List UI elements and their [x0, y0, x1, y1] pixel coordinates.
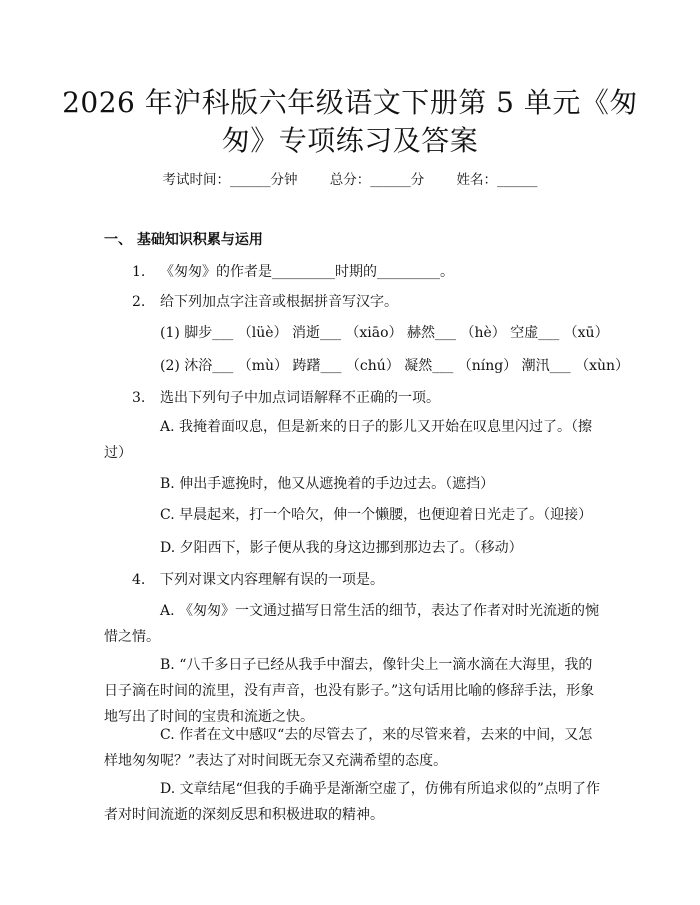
- total-score: 总分：______分: [329, 172, 425, 188]
- question-3-option-c: C. 早晨起来，打一个哈欠，伸一个懒腰，也便迎着日光走了。（迎接）: [160, 507, 593, 523]
- question-1-number: 1.: [132, 264, 146, 280]
- student-name: 姓名：______: [456, 172, 538, 188]
- question-3-number: 3.: [132, 390, 146, 406]
- question-2-row-1: (1) 脚步___ （lüè） 消逝___ （xiāo） 赫然___ （hè） 空虚___ （xū）: [160, 325, 609, 341]
- question-4-text: 下列对课文内容理解有误的一项是。: [160, 572, 384, 588]
- question-3-option-b: B. 伸出手遮挽时，他又从遮挽着的手边过去。（遮挡）: [160, 476, 495, 492]
- exam-time: 考试时间：______分钟: [162, 172, 298, 188]
- question-4-option-b: B. “八千多日子已经从我手中溜去，像针尖上一滴水滴在大海里，我的日子滴在时间的流里，没有声音，也没有影子。”这句话用比喻的修辞手法，形象地写出了时间的宝贵和流逝之快。: [104, 657, 595, 725]
- question-2-row-2: (2) 沐浴___ （mù） 踌躇___ （chú） 凝然___ （níng） 潮汛___ （xùn）: [160, 358, 629, 374]
- section-heading: 一、 基础知识积累与运用: [104, 232, 263, 248]
- question-4-number: 4.: [132, 572, 146, 588]
- question-1-text: 《匆匆》的作者是_________时期的_________。: [160, 264, 454, 280]
- question-4-option-c: C. 作者在文中感叹“去的尽管去了，来的尽管来着，去来的中间，又怎样地匆匆呢？”表达了对时间既无奈又充满希望的态度。: [104, 727, 593, 769]
- question-3-text: 选出下列句子中加点词语解释不正确的一项。: [160, 390, 440, 406]
- exam-meta: [0, 168, 700, 188]
- question-4-option-a: A. 《匆匆》一文通过描写日常生活的细节，表达了作者对时光流逝的惋惜之情。: [104, 603, 600, 645]
- page-title-line-2: 匆》专项练习及答案: [221, 124, 479, 157]
- question-4-option-d: D. 文章结尾“但我的手确乎是渐渐空虚了，仿佛有所追求似的”点明了作者对时间流逝的深刻反思和积极进取的精神。: [104, 781, 600, 823]
- question-3-option-a: A. 我掩着面叹息，但是新来的日子的影儿又开始在叹息里闪过了。（擦过）: [104, 419, 593, 461]
- question-2-text: 给下列加点字注音或根据拼音写汉字。: [160, 294, 398, 310]
- question-2-number: 2.: [132, 294, 146, 310]
- question-3-option-d: D. 夕阳西下，影子便从我的身这边挪到那边去了。（移动）: [160, 540, 523, 556]
- page-title-line-1: 2026 年沪科版六年级语文下册第 5 单元《匆: [62, 86, 638, 119]
